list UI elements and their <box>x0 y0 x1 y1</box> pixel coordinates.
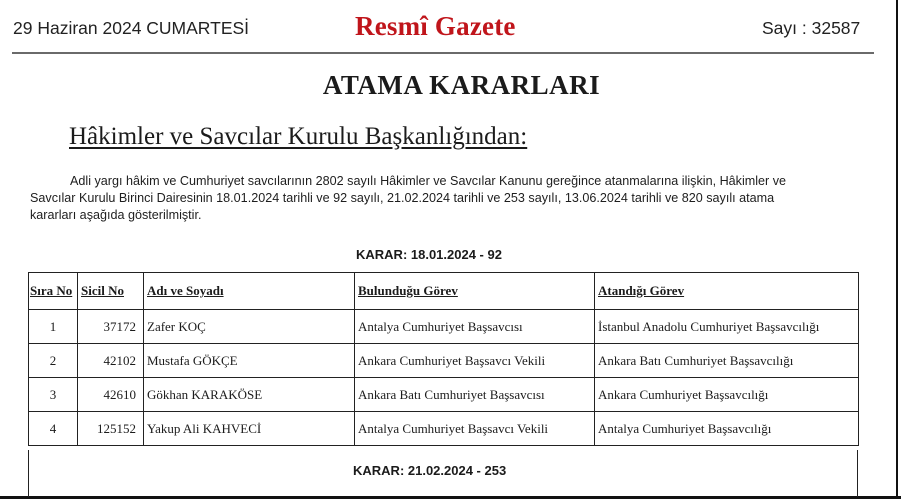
column-header-sicil-no: Sicil No <box>78 273 144 310</box>
table-row <box>29 344 859 378</box>
cell-sira-no: 2 <box>29 344 78 378</box>
issuing-authority: Hâkimler ve Savcılar Kurulu Başkanlığından: <box>69 123 528 150</box>
header-divider <box>12 52 874 54</box>
cell-name: Gökhan KARAKÖSE <box>144 378 355 412</box>
table-row <box>29 378 859 412</box>
cell-sicil-no: 125152 <box>78 412 144 446</box>
cell-current-position: Ankara Batı Cumhuriyet Başsavcısı <box>355 378 595 412</box>
publication-date: 29 Haziran 2024 CUMARTESİ <box>13 18 250 38</box>
document-title <box>0 70 901 101</box>
cell-current-position: Ankara Cumhuriyet Başsavcı Vekili <box>355 344 595 378</box>
cell-assigned-position: Ankara Batı Cumhuriyet Başsavcılığı <box>595 344 859 378</box>
issue-number: Sayı : 32587 <box>762 18 861 38</box>
paragraph-line: kararları aşağıda gösterilmiştir. <box>30 208 202 222</box>
column-header-assigned-position: Atandığı Görev <box>595 273 859 310</box>
intro-paragraph <box>30 173 840 224</box>
gazette-title: Resmî Gazete <box>355 11 516 41</box>
cell-name: Mustafa GÖKÇE <box>144 344 355 378</box>
paragraph-line: Savcılar Kurulu Birinci Dairesinin 18.01.2024 tarihli ve 92 sayılı, 21.02.2024 tarihli ve 253 sayılı, 13.06.2024 tarihli ve 820 sayılı atama <box>30 191 775 205</box>
cell-sicil-no: 42102 <box>78 344 144 378</box>
document-title-text: ATAMA KARARLARI <box>322 70 601 100</box>
cell-current-position: Antalya Cumhuriyet Başsavcı Vekili <box>355 412 595 446</box>
cell-name: Yakup Ali KAHVECİ <box>144 412 355 446</box>
paragraph-line: Adli yargı hâkim ve Cumhuriyet savcılarının 2802 sayılı Hâkimler ve Savcılar Kanunu gereğince atanmalarına ilişkin, Hâkimler ve <box>70 174 787 188</box>
appointments-table <box>28 272 859 446</box>
table-header-row <box>29 273 859 310</box>
cell-sicil-no: 37172 <box>78 310 144 344</box>
table-row <box>29 412 859 446</box>
cell-current-position: Antalya Cumhuriyet Başsavcısı <box>355 310 595 344</box>
cell-sira-no: 1 <box>29 310 78 344</box>
cell-sira-no: 4 <box>29 412 78 446</box>
cell-sicil-no: 42610 <box>78 378 144 412</box>
decision-label: KARAR: 18.01.2024 - 92 <box>356 247 502 262</box>
cell-assigned-position: Ankara Cumhuriyet Başsavcılığı <box>595 378 859 412</box>
cell-name: Zafer KOÇ <box>144 310 355 344</box>
column-header-name: Adı ve Soyadı <box>144 273 355 310</box>
cell-assigned-position: İstanbul Anadolu Cumhuriyet Başsavcılığı <box>595 310 859 344</box>
decision-label: KARAR: 21.02.2024 - 253 <box>353 463 507 478</box>
cell-assigned-position: Antalya Cumhuriyet Başsavcılığı <box>595 412 859 446</box>
column-header-current-position: Bulunduğu Görev <box>355 273 595 310</box>
column-header-sira-no: Sıra No <box>29 273 78 310</box>
cell-sira-no: 3 <box>29 378 78 412</box>
table-row <box>29 310 859 344</box>
